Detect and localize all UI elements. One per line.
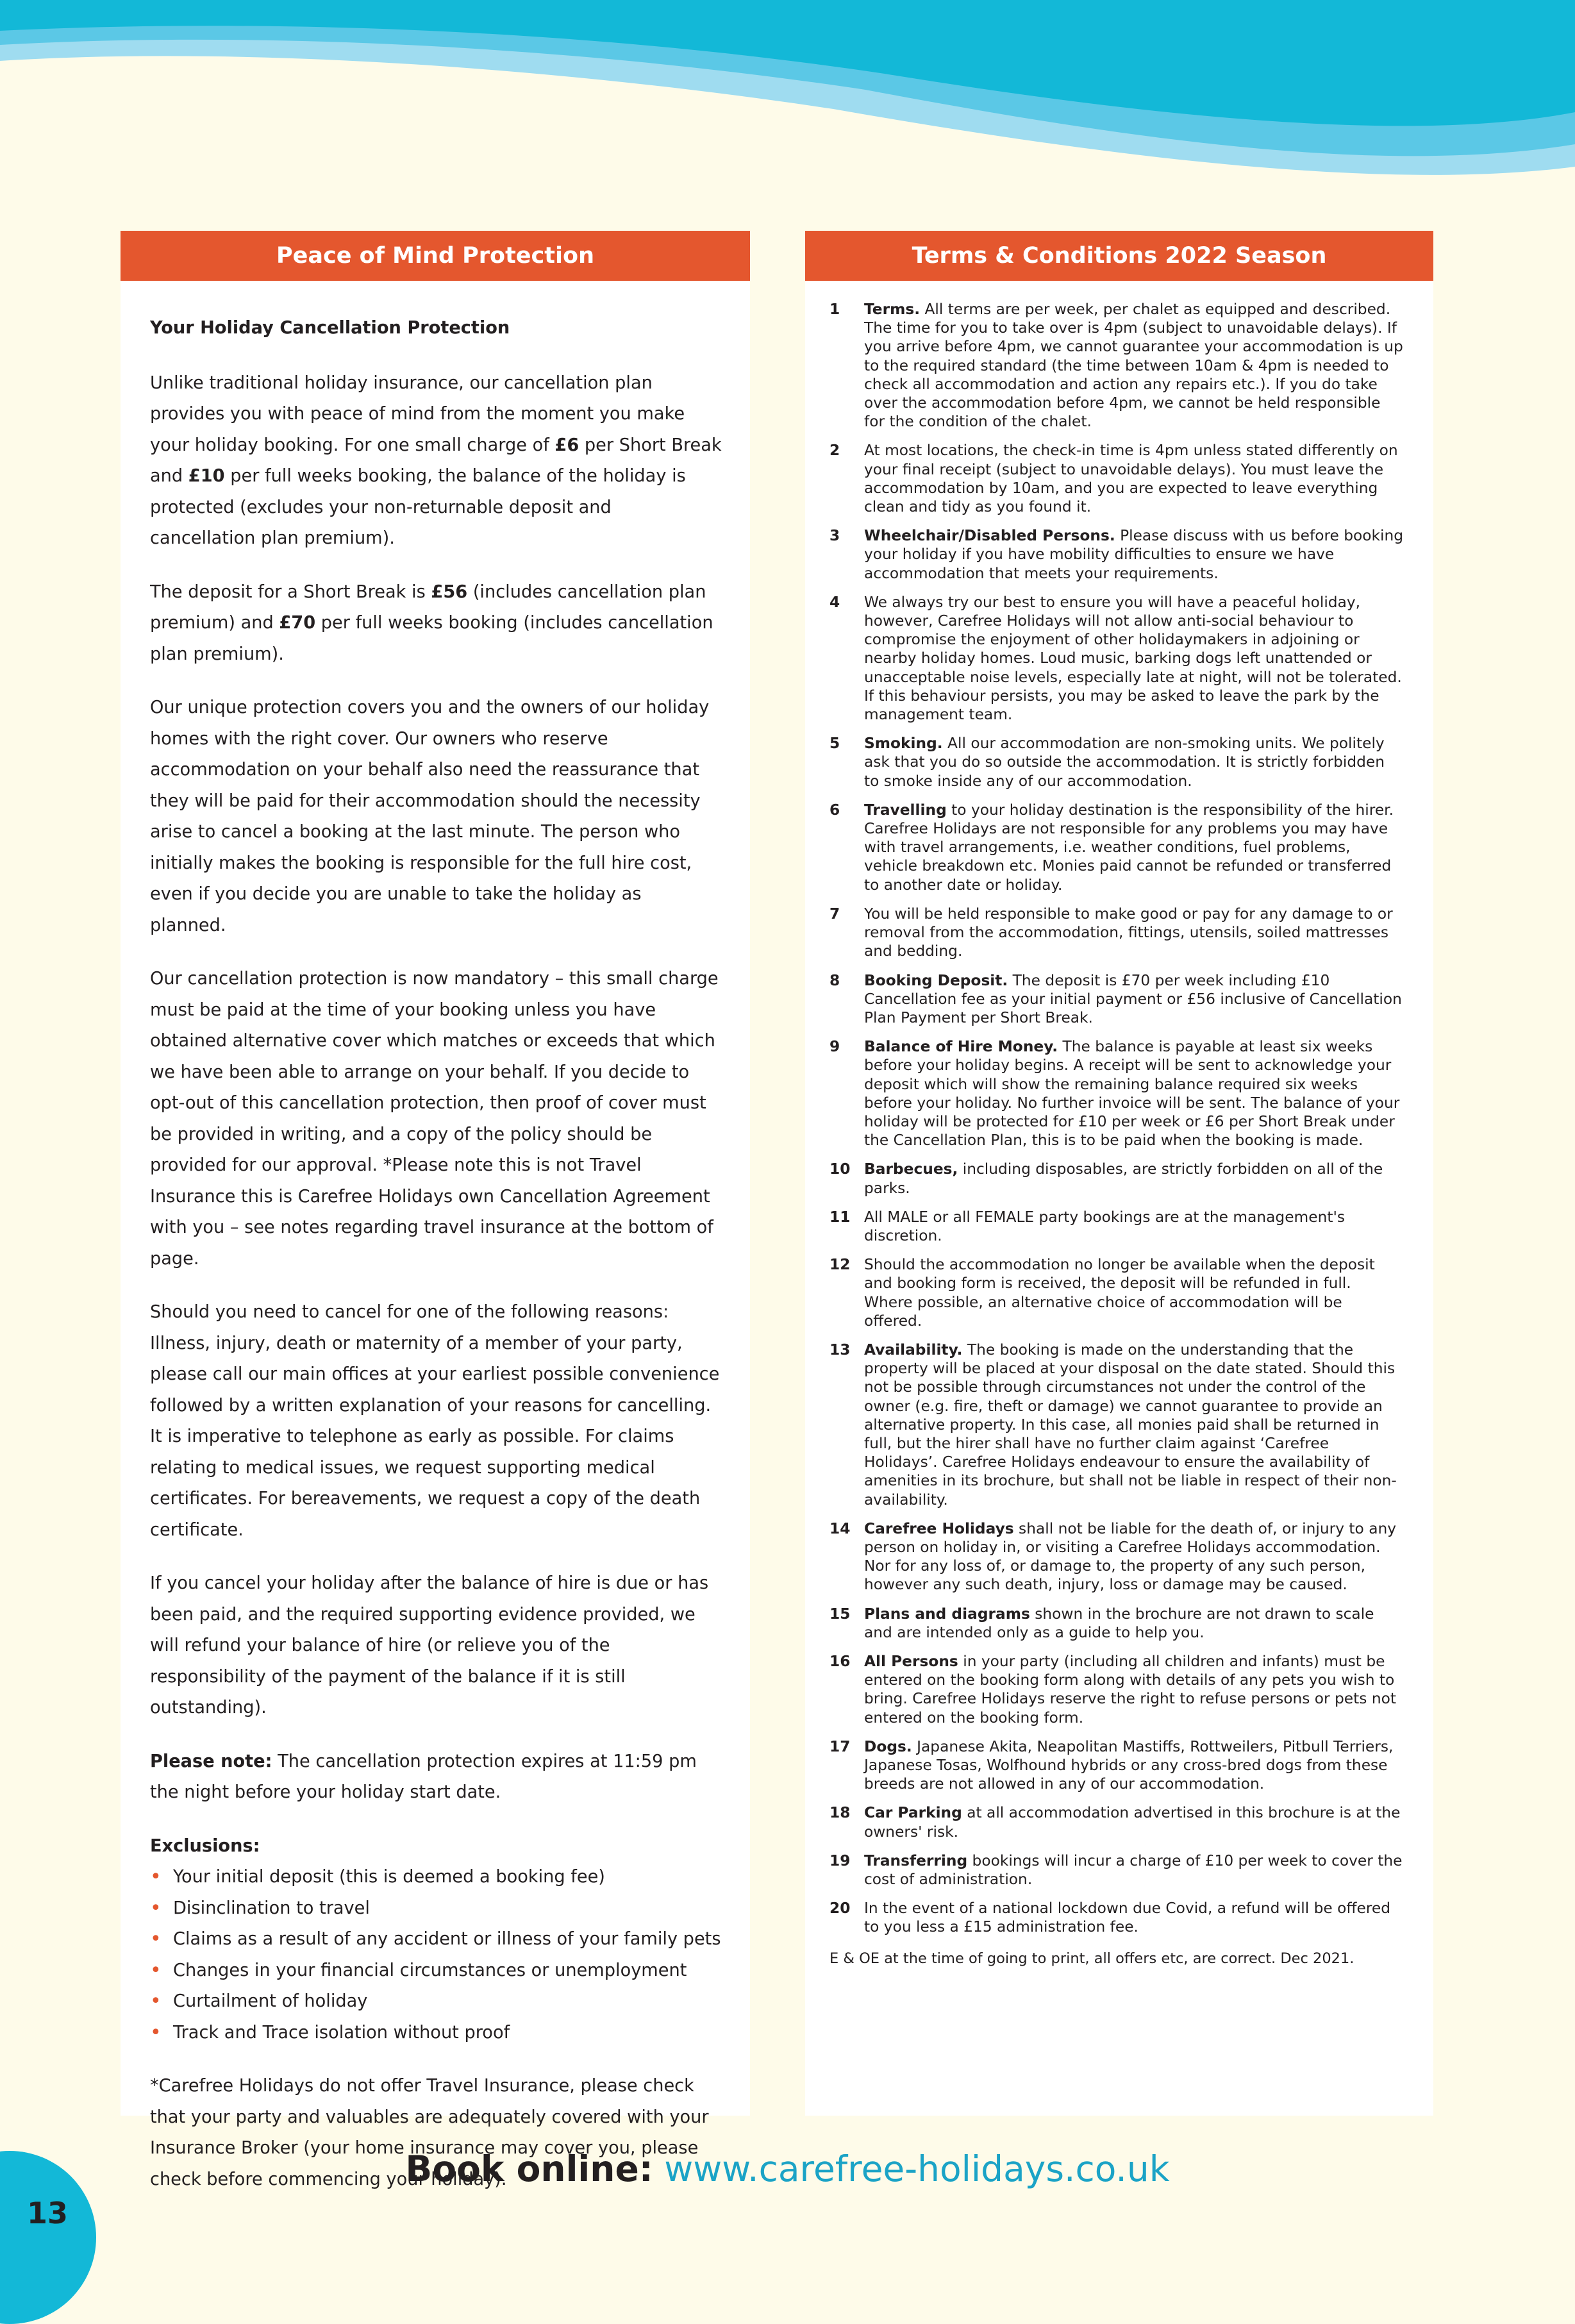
header-wave-decoration [0, 0, 1575, 231]
eoe-note: E & OE at the time of going to print, all offers etc, are correct. Dec 2021. [829, 1950, 1354, 1967]
term-item: 20 In the event of a national lockdown due Covid, a refund will be offered to you less a £15 administration fee. [829, 1900, 1390, 1936]
term-item: 9 Balance of Hire Money. The balance is payable at least six weeks before your holiday begins. A receipt will be sent to acknowledge your deposit which will show the remaining balance required six weeks before your holiday. No further invoice will be sent. The balance of your holiday will be protected for £10 per week or £6 per Short Break under the Cancellation Plan, this is to be paid when the booking is made. [829, 1038, 1400, 1149]
paragraph: Should you need to cancel for one of the following reasons: Illness, injury, death or maternity of a member of your party, please call our main offices at your earliest possible convenience followed by a written explanation of your reasons for cancelling. It is imperative to telephone as early as possible. For claims relating to medical issues, we request supporting medical certificates. For bereavements, we request a copy of the death certificate. [150, 1302, 720, 1540]
term-item: 1 Terms. All terms are per week, per chalet as equipped and described. The time for you to take over is 4pm (subject to unavoidable delays). If you arrive before 4pm, we cannot guarantee your accommodation is up to the required standard (the time between 10am & 4pm is needed to check all accommodation and action any repairs etc.). If you do take over the accommodation before 4pm, we cannot be held responsible for the condition of the chalet. [829, 301, 1403, 431]
term-item: 3 Wheelchair/Disabled Persons. Please discuss with us before booking your holiday if you have mobility difficulties to ensure we have accommodation that meets your requirements. [829, 527, 1404, 582]
terms-list [805, 281, 1433, 1968]
panel-title: Terms & Conditions 2022 Season [805, 231, 1433, 281]
term-item: 5 Smoking. All our accommodation are non-smoking units. We politely ask that you do so outside the accommodation. It is strictly forbidden to smoke inside any of our accommodation. [829, 735, 1385, 790]
term-item: 15 Plans and diagrams shown in the brochure are not drawn to scale and are intended only as a guide to help you. [829, 1605, 1374, 1641]
section-heading: Your Holiday Cancellation Protection [150, 318, 510, 338]
exclusions-list [150, 1862, 722, 2048]
list-item: • Disinclination to travel [150, 1893, 722, 1925]
term-item: 16 All Persons in your party (including all children and infants) must be entered on the booking form along with details of any pets you wish to bring. Carefree Holidays reserve the right to refuse persons or pets not entered on the booking form. [829, 1653, 1396, 1726]
term-item: 19 Transferring bookings will incur a charge of £10 per week to cover the cost of administration. [829, 1852, 1403, 1889]
list-item: • Claims as a result of any accident or illness of your family pets [150, 1924, 722, 1955]
term-item: 6 Travelling to your holiday destination is the responsibility of the hirer. Carefree Holidays are not responsible for any problems you may have with travel arrangements, i.e. weather conditions, fuel problems, vehicle breakdown etc. Monies paid cannot be refunded or transferred to another date or holiday. [829, 801, 1394, 894]
term-item: 14 Carefree Holidays shall not be liable for the death of, or injury to any person on holiday in, or visiting a Carefree Holidays accommodation. Nor for any loss of, or damage to, the property of any such person, however any such death, injury, loss or damage may be caused. [829, 1519, 1397, 1594]
term-item: 8 Booking Deposit. The deposit is £70 per week including £10 Cancellation fee as your initial payment or £56 inclusive of Cancellation Plan Payment per Short Break. [829, 971, 1402, 1026]
term-item: 11 All MALE or all FEMALE party bookings are at the management's discretion. [829, 1208, 1346, 1244]
term-item: 12 Should the accommodation no longer be available when the deposit and booking form is received, the deposit will be refunded in full. Where possible, an alternative choice of accommodation will be offered. [829, 1256, 1375, 1330]
term-item: 10 Barbecues, including disposables, are strictly forbidden on all of the parks. [829, 1160, 1383, 1197]
paragraph: If you cancel your holiday after the balance of hire is due or has been paid, and the required supporting evidence provided, we will refund your balance of hire (or relieve you of the responsibility of the payment of the balance if it is still outstanding). [150, 1573, 709, 1718]
cancellation-protection-body [121, 281, 750, 2195]
paragraph: Our cancellation protection is now mandatory – this small charge must be paid at the time of your booking unless you have obtained alternative cover which matches or exceeds that which we have been able to arrange on your behalf. If you decide to opt-out of this cancellation protection, then proof of cover must be provided in writing, and a copy of the policy should be provided for our approval. *Please note this is not Travel Insurance this is Carefree Holidays own Cancellation Agreement with you – see notes regarding travel insurance at the bottom of page. [150, 969, 719, 1269]
term-item: 18 Car Parking at all accommodation advertised in this brochure is at the owners' risk. [829, 1804, 1401, 1841]
term-item: 4 We always try our best to ensure you will have a peaceful holiday, however, Carefree Holidays will not allow anti-social behaviour to compromise the enjoyment of other holidaymakers in adjoining or nearby holiday homes. Loud music, barking dogs left unattended or unacceptable noise levels, especially late at night, will not be tolerated. If this behaviour persists, you may be asked to leave the park by the management team. [829, 593, 1402, 724]
list-item: • Curtailment of holiday [150, 1986, 722, 2018]
paragraph: Please note: The cancellation protection expires at 11:59 pm the night before your holiday start date. [150, 1751, 697, 1802]
paragraph: *Carefree Holidays do not offer Travel Insurance, please check that your party and valuables are adequately covered with your Insurance Broker (your home insurance may cover you, please check before commencing your holiday). [150, 2076, 709, 2189]
paragraph: Unlike traditional holiday insurance, our cancellation plan provides you with peace of mind from the moment you make your holiday booking. For one small charge of £6 per Short Break and £10 per full weeks booking, the balance of the holiday is protected (excludes your non-returnable deposit and cancellation plan premium). [150, 372, 722, 548]
list-item: • Track and Trace isolation without proof [150, 2018, 722, 2049]
paragraph: The deposit for a Short Break is £56 (includes cancellation plan premium) and £70 per full weeks booking (includes cancellation plan premium). [150, 581, 713, 664]
website-link[interactable]: www.carefree-holidays.co.uk [664, 2148, 1170, 2189]
page-number: 13 [27, 2196, 69, 2230]
term-item: 7 You will be held responsible to make good or pay for any damage to or removal from the accommodation, fittings, utensils, soiled mattresses and bedding. [829, 905, 1393, 960]
exclusions-label: Exclusions: [150, 1835, 260, 1856]
list-item: • Changes in your financial circumstances or unemployment [150, 1955, 722, 1987]
paragraph: Our unique protection covers you and the owners of our holiday homes with the right cover. Our owners who reserve accommodation on your behalf also need the reassurance that they will be paid for their accommodation should the necessity arise to cancel a booking at the last minute. The person who initially makes the booking is responsible for the full hire cost, even if you decide you are unable to take the holiday as planned. [150, 698, 710, 935]
term-item: 17 Dogs. Japanese Akita, Neapolitan Mastiffs, Rottweilers, Pitbull Terriers, Japanese Tosas, Wolfhound hybrids or any cross-bred dogs from these breeds are not allowed in any of our accommodation. [829, 1737, 1394, 1793]
book-online-label: Book online: [405, 2148, 653, 2189]
book-online-footer [0, 2146, 1575, 2191]
panel-title: Peace of Mind Protection [121, 231, 750, 281]
term-item: 13 Availability. The booking is made on the understanding that the property will be placed at your disposal on the date stated. Should this not be possible through circumstances not under the control of the owner (e.g. fire, theft or damage) we cannot guarantee to provide an alternative property. In this case, all monies paid shall be returned in full, but the hirer shall have no further claim against ‘Carefree Holidays’. Carefree Holidays endeavour to ensure the availability of amenities in its brochure, but shall not be liable in respect of their non-availability. [829, 1341, 1397, 1509]
terms-conditions-panel [805, 231, 1433, 2116]
list-item: • Your initial deposit (this is deemed a booking fee) [150, 1862, 722, 1893]
term-item: 2 At most locations, the check-in time is 4pm unless stated differently on your final receipt (subject to unavoidable delays). You must leave the accommodation by 10am, and you are expected to leave everything clean and tidy as you found it. [829, 442, 1398, 516]
